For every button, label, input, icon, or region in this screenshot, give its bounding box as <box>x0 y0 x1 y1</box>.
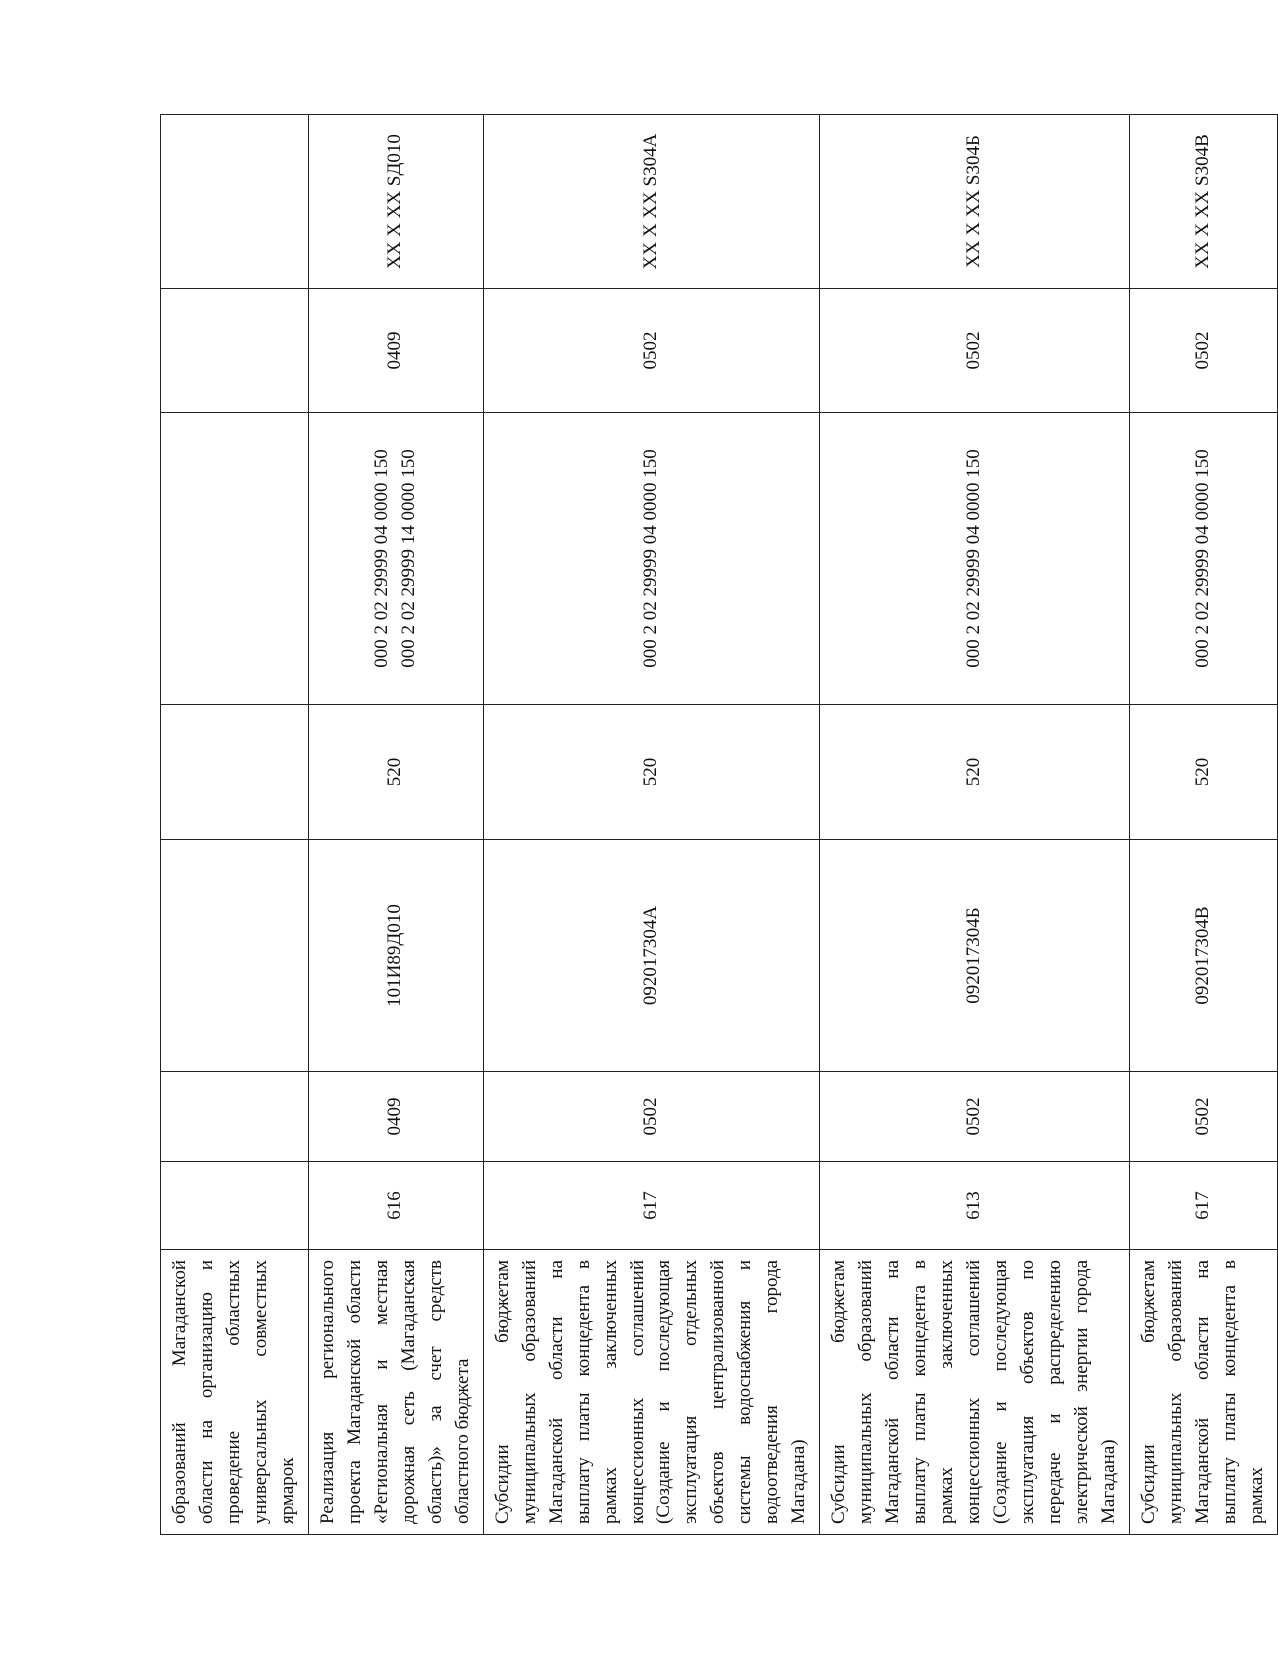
section2-cell: 0409 <box>308 289 483 413</box>
revenue-code: 000 2 02 29999 14 0000 150 <box>397 449 419 668</box>
section-cell: 0409 <box>308 1072 483 1162</box>
revenue-code: 000 2 02 29999 04 0000 150 <box>963 449 985 668</box>
grbs-cell: 613 <box>820 1162 1130 1250</box>
section2-cell: 0502 <box>483 289 820 413</box>
section2-cell: 0502 <box>1129 289 1277 413</box>
description-cell: Субсидии бюджетам муниципальных образований Магаданской области на выплату платы концедента в рамках <box>1129 1250 1277 1535</box>
expense-type-cell <box>161 705 309 840</box>
target-article-cell <box>161 840 309 1072</box>
section2-cell <box>161 289 309 413</box>
recipient-code-cell <box>161 115 309 289</box>
recipient-code-cell: XX X XX S304А <box>483 115 820 289</box>
section-cell <box>161 1072 309 1162</box>
revenue-code: 000 2 02 29999 04 0000 150 <box>370 449 392 668</box>
revenue-code-cell <box>820 413 1130 705</box>
expense-type-cell: 520 <box>483 705 820 840</box>
revenue-code-cell <box>308 413 483 705</box>
grbs-cell <box>161 1162 309 1250</box>
revenue-code-cell <box>161 413 309 705</box>
grbs-cell: 617 <box>1129 1162 1277 1250</box>
expense-type-cell: 520 <box>820 705 1130 840</box>
revenue-code: 000 2 02 29999 04 0000 150 <box>1191 449 1213 668</box>
description-cell: образований Магаданской области на организацию и проведение областных универсальных совместных ярмарок <box>161 1250 309 1535</box>
target-article-cell: 092017304В <box>1129 840 1277 1072</box>
table-row <box>820 115 1130 1535</box>
section-cell: 0502 <box>483 1072 820 1162</box>
table-row <box>308 115 483 1535</box>
rotated-table-frame <box>160 115 1267 1535</box>
recipient-code-cell: XX X XX S304В <box>1129 115 1277 289</box>
description-cell: Субсидии бюджетам муниципальных образований Магаданской области на выплату платы концедента в рамках заключенных концессионных соглашений (Создание и последующая эксплуатация отдельных объектов централизованной системы водоснабжения и водоотведения города Магадана) <box>483 1250 820 1535</box>
budget-codes-table <box>160 114 1278 1535</box>
expense-type-cell: 520 <box>1129 705 1277 840</box>
section2-cell: 0502 <box>820 289 1130 413</box>
recipient-code-cell: XX X XX SД010 <box>308 115 483 289</box>
description-cell: Субсидии бюджетам муниципальных образований Магаданской области на выплату платы концедента в рамках заключенных концессионных соглашений (Создание и последующая эксплуатация объектов по передаче и распределению электрической энергии города Магадана) <box>820 1250 1130 1535</box>
target-article-cell: 092017304А <box>483 840 820 1072</box>
table-row <box>1129 115 1277 1535</box>
recipient-code-cell: XX X XX S304Б <box>820 115 1130 289</box>
grbs-cell: 617 <box>483 1162 820 1250</box>
revenue-code: 000 2 02 29999 04 0000 150 <box>639 449 661 668</box>
table-row <box>483 115 820 1535</box>
table-row <box>161 115 309 1535</box>
target-article-cell: 092017304Б <box>820 840 1130 1072</box>
revenue-code-cell <box>1129 413 1277 705</box>
target-article-cell: 101И89Д010 <box>308 840 483 1072</box>
grbs-cell: 616 <box>308 1162 483 1250</box>
section-cell: 0502 <box>820 1072 1130 1162</box>
section-cell: 0502 <box>1129 1072 1277 1162</box>
expense-type-cell: 520 <box>308 705 483 840</box>
revenue-code-cell <box>483 413 820 705</box>
description-cell: Реализация регионального проекта Магаданской области «Региональная и местная дорожная сеть (Магаданская область)» за счет средств областного бюджета <box>308 1250 483 1535</box>
